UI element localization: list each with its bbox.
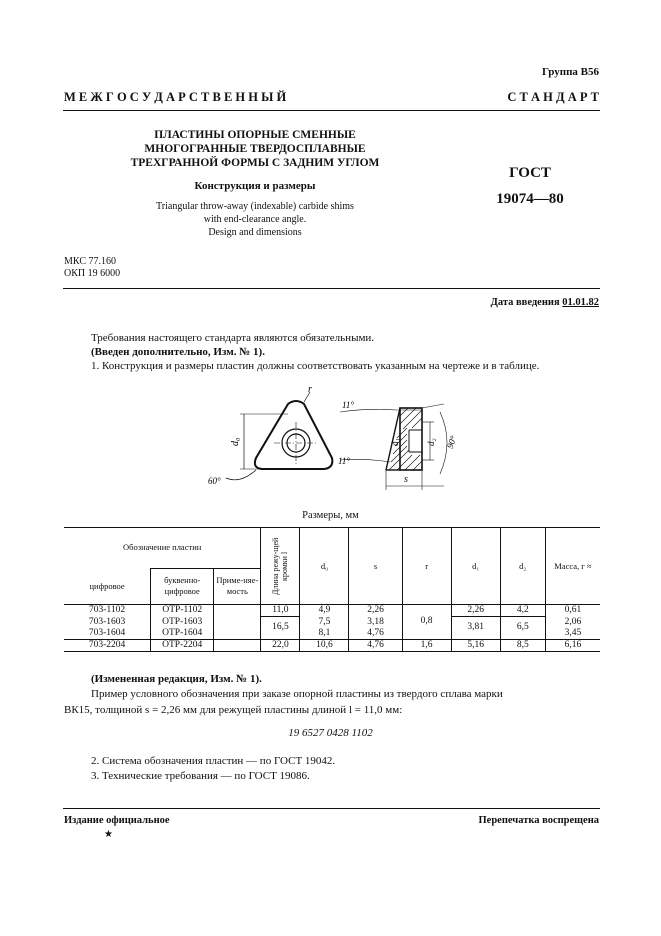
mks-code: МКС 77.160 [64,256,116,267]
revision-note: (Измененная редакция, Изм. № 1). [91,673,262,685]
star-icon: ★ [104,829,113,840]
label-angle-60: 60° [208,476,221,486]
gost-block [475,160,585,212]
label-d1: d₁ [390,438,400,446]
date-label: Дата введения [490,297,560,308]
footer-reprint-prohibited: Перепечатка воспрещена [478,815,599,826]
example-line-1: Пример условного обозначения при заказе опорной пластины из твердого сплава марки [91,688,503,700]
group-code: Группа В56 [541,66,599,78]
intro-line-1: Требования настоящего стандарта являются обязательными. [91,332,375,344]
gost-label: ГОСТ [509,165,551,181]
intro-line-2: (Введен дополнительно, Изм. № 1). [91,346,265,358]
label-d2: d₂ [426,438,436,446]
header-edge-length: Длина режу-щей кромки l [261,528,300,605]
header-applicability: Приме-няе-мость [214,568,261,604]
codes-rule [63,288,600,289]
triangle-plate-outline [255,401,332,469]
classification-codes [64,256,120,280]
standard-banner [64,90,599,105]
okp-code: ОКП 19 6000 [64,268,121,279]
introduction-date [491,297,599,308]
table-row: 703-2204 OTP-2204 22,0 10,6 4,76 1,6 5,16 8,5 6,16 [64,639,600,651]
label-d0: d₀ [230,437,241,446]
label-angle-11-top: 11° [342,400,354,410]
header-mass: Масса, г ≈ [545,528,600,605]
header-digital: цифровое [64,568,151,604]
header-d2: d₂ [500,528,545,605]
banner-word-standard: С Т А Н Д А Р Т [507,90,599,104]
footer-official-edition: Издание официальное [64,815,170,826]
table-row: 703-1603 OTP-1603 16,5 7,5 3,18 3,81 6,5 2,06 [64,617,600,628]
header-d1: d₁ [451,528,500,605]
date-value: 01.01.82 [562,297,599,308]
table-row: 703-1102 OTP-1102 11,0 4,9 2,26 0,8 2,26 4,2 0,61 [64,605,600,617]
table-caption: Размеры, мм [302,510,359,521]
table-row: 703-1604 OTP-1604 8,1 4,76 3,45 [64,628,600,640]
shim-drawing [200,382,470,500]
example-line-2: ВК15, толщиной s = 2,26 мм для режущей пластины длиной l = 11,0 мм: [64,704,403,716]
title-block [100,128,410,239]
label-s: s [404,474,408,485]
title-english: Triangular throw-away (indexable) carbide shims with end-clearance angle. Design and dimensions [156,201,354,238]
header-rule [63,110,600,111]
dimensions-table [64,527,600,652]
intro-line-3: 1. Конструкция и размеры пластин должны соответствовать указанным на чертеже и в таблице. [91,360,540,372]
subtitle-russian: Конструкция и размеры [194,180,316,192]
footer-rule [63,808,600,809]
header-s: s [349,528,402,605]
item-3: 3. Технические требования — по ГОСТ 19086. [91,770,310,782]
header-designation: Обозначение пластин [64,528,261,569]
item-2: 2. Система обозначения пластин — по ГОСТ 19042. [91,755,336,767]
header-r: r [402,528,451,605]
gost-number: 19074—80 [496,191,564,207]
header-alnum: буквенно-цифровое [151,568,214,604]
example-designation: 19 6527 0428 1102 [288,727,373,739]
label-r: r [308,384,312,395]
label-angle-90: 90° [444,434,459,450]
side-view-section [400,408,422,470]
header-d0: d₀ [300,528,349,605]
banner-word-interstate: М Е Ж Г О С У Д А Р С Т В Е Н Н Ы Й [64,90,287,104]
title-russian: ПЛАСТИНЫ ОПОРНЫЕ СМЕННЫЕ МНОГОГРАННЫЕ ТВЕРДОСПЛАВНЫЕ ТРЕХГРАННОЙ ФОРМЫ С ЗАДНИМ УГЛОМ [130,129,380,169]
label-angle-11-bottom: 11° [338,456,350,466]
